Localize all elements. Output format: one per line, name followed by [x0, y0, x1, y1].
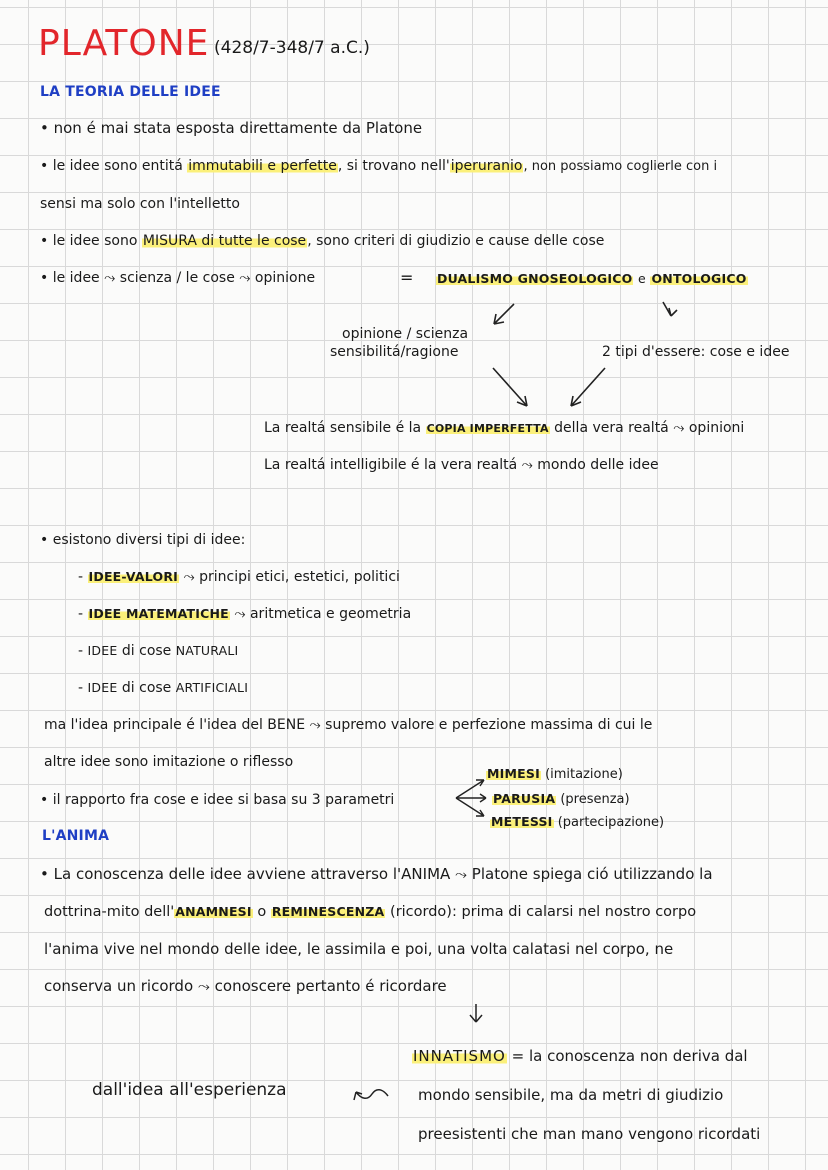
branch-left-2: sensibilitá/ragione: [330, 344, 459, 360]
idea-bene-2: altre idee sono imitazione o riflesso: [44, 754, 294, 770]
innatismo-1: INNATISMO = la conoscenza non deriva dal: [413, 1047, 748, 1065]
arrows-converging-icon: [485, 362, 615, 414]
item-idee-valori: - IDEE-VALORI ⤳ principi etici, estetici, politici: [78, 569, 400, 585]
realta-intelligibile: La realtá intelligibile é la vera realtá ⤳ mondo delle idee: [264, 457, 659, 473]
wave-arrow-icon: [348, 1084, 392, 1106]
dall-idea-esperienza: dall'idea all'esperienza: [92, 1080, 287, 1100]
anima-p1: • La conoscenza delle idee avviene attraverso l'ANIMA ⤳ Platone spiega ció utilizzando la: [40, 865, 713, 883]
page-title: PLATONE: [38, 23, 210, 64]
idea-bene-1: ma l'idea principale é l'idea del BENE ⤳ supremo valore e perfezione massima di cui le: [44, 717, 653, 733]
rapporto-parametri: • il rapporto fra cose e idee si basa su 3 parametri: [40, 792, 395, 808]
dates: (428/7-348/7 a.C.): [214, 38, 370, 58]
param-parusia: PARUSIA (presenza): [493, 791, 630, 807]
anima-p3: l'anima vive nel mondo delle idee, le assimila e poi, una volta calatasi nel corpo, ne: [44, 940, 674, 958]
realta-sensibile: La realtá sensibile é la COPIA IMPERFETTA della vera realtá ⤳ opinioni: [264, 420, 745, 436]
line-entita: • le idee sono entitá immutabili e perfette, si trovano nell'iperuranio, non possiamo coglierle con i: [40, 158, 718, 174]
line-misura: • le idee sono MISURA di tutte le cose, sono criteri di giudizio e cause delle cose: [40, 233, 605, 249]
arrow-down-small-icon: [464, 1002, 488, 1028]
highlight-immutabili: immutabili e perfette: [188, 158, 337, 174]
anima-p4: conserva un ricordo ⤳ conoscere pertanto é ricordare: [44, 977, 447, 995]
line-dualismo: • le idee ⤳ scienza / le cose ⤳ opinione: [40, 270, 316, 286]
tipi-idee-intro: • esistono diversi tipi di idee:: [40, 532, 246, 548]
equals-sign: =: [400, 268, 414, 287]
branch-left-1: opinione / scienza: [342, 326, 469, 342]
param-metessi: METESSI (partecipazione): [491, 814, 665, 830]
highlight-iperuranio: iperuranio: [450, 158, 523, 174]
innatismo-2: mondo sensibile, ma da metri di giudizio: [418, 1086, 724, 1104]
innatismo-3: preesistenti che man mano vengono ricordati: [418, 1125, 761, 1143]
highlight-misura: MISURA di tutte le cose: [142, 233, 307, 249]
line-intelletto: sensi ma solo con l'intelletto: [40, 196, 240, 212]
anima-p2: dottrina-mito dell'ANAMNESI o REMINESCENZA (ricordo): prima di calarsi nel nostro corpo: [44, 904, 697, 920]
line-esposta: • non é mai stata esposta direttamente da Platone: [40, 119, 423, 137]
dualismo-label: DUALISMO GNOSEOLOGICO e ONTOLOGICO: [437, 271, 747, 286]
item-idee-artificiali: - IDEE di cose ARTIFICIALI: [78, 680, 249, 696]
arrow-down-left-icon: [480, 298, 520, 332]
item-idee-matematiche: - IDEE MATEMATICHE ⤳ aritmetica e geometria: [78, 606, 412, 622]
branch-right: 2 tipi d'essere: cose e idee: [602, 344, 790, 360]
section-heading-anima: L'ANIMA: [42, 828, 110, 844]
section-heading-teoria: LA TEORIA DELLE IDEE: [40, 84, 221, 100]
item-idee-naturali: - IDEE di cose NATURALI: [78, 643, 239, 659]
arrow-down-icon: [655, 298, 685, 328]
param-mimesi: MIMESI (imitazione): [487, 766, 623, 782]
